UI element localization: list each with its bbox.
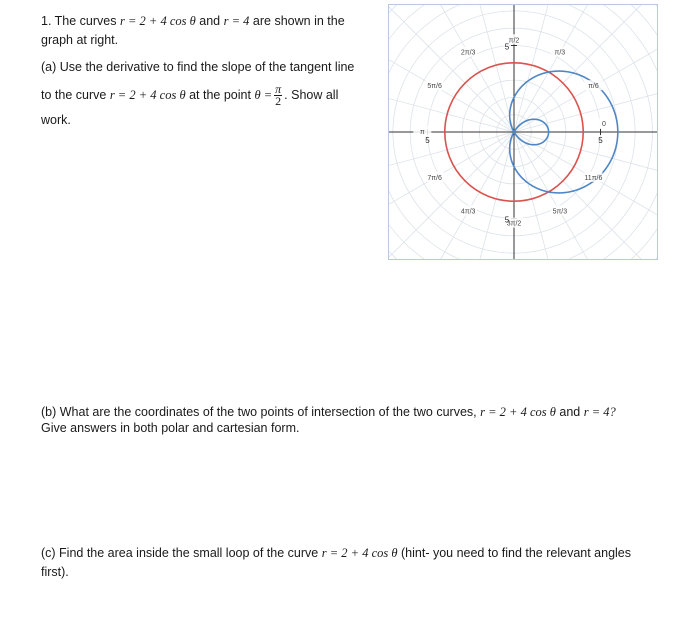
- axis-label-top: 5: [504, 42, 510, 52]
- theta-equals: θ =: [254, 87, 273, 102]
- angle-label: 2π/3: [460, 49, 476, 57]
- part-c-line2: first).: [41, 565, 69, 579]
- angle-label: π: [419, 129, 425, 136]
- angle-label: 5π/6: [427, 83, 442, 91]
- curve-2-expression: r = 4: [223, 14, 250, 28]
- grid-ray: [514, 132, 618, 260]
- axis-label-left: 5: [425, 136, 430, 145]
- angle-label: 4π/3: [460, 208, 476, 216]
- axis-label-bottom: 5: [504, 215, 510, 225]
- polar-graph: [388, 4, 658, 260]
- part-a-line3: work.: [41, 113, 71, 127]
- grid-ray: [389, 28, 514, 132]
- part-a-line1: (a) Use the derivative to find the slope of the tangent line: [41, 60, 355, 74]
- part-a-line2: to the curve r = 2 + 4 cos θ at the point θ = $\frac{\pi}{2}$ . Show all: [41, 82, 339, 108]
- grid-ray: [389, 132, 514, 236]
- angle-label: π/2: [508, 37, 520, 45]
- part-b-line1: (b) What are the coordinates of the two points of intersection of the two curves, r = 2 + 4 cos θ and r = 4?: [41, 405, 616, 419]
- curve-1-expression: r = 2 + 4 cos θ: [120, 14, 196, 28]
- polar-graph-svg: [389, 5, 658, 260]
- angle-label: 5π/3: [552, 208, 568, 216]
- question-intro: 1. The curves r = 2 + 4 cos θ and r = 4 are shown in the: [41, 14, 345, 28]
- angle-label: π/3: [554, 49, 566, 57]
- angle-label: 7π/6: [427, 174, 442, 182]
- part-b-line2: Give answers in both polar and cartesian form.: [41, 421, 300, 435]
- grid-ray: [514, 132, 658, 236]
- angle-label: 11π/6: [584, 174, 603, 182]
- angle-label: π/6: [588, 83, 599, 91]
- question-intro-line2: graph at right.: [41, 33, 119, 47]
- angle-label: 3π/2: [506, 220, 522, 228]
- grid-ray: [514, 5, 618, 132]
- angle-label: 0: [602, 121, 606, 128]
- grid-ray: [410, 132, 514, 260]
- pi-over-2-fraction: $\frac{\pi}{2}$: [275, 82, 282, 108]
- grid-ray: [410, 5, 514, 132]
- axis-label-right: 5: [598, 136, 603, 145]
- part-c-line1: (c) Find the area inside the small loop of the curve r = 2 + 4 cos θ (hint- you need to find the relevant angles: [41, 546, 632, 560]
